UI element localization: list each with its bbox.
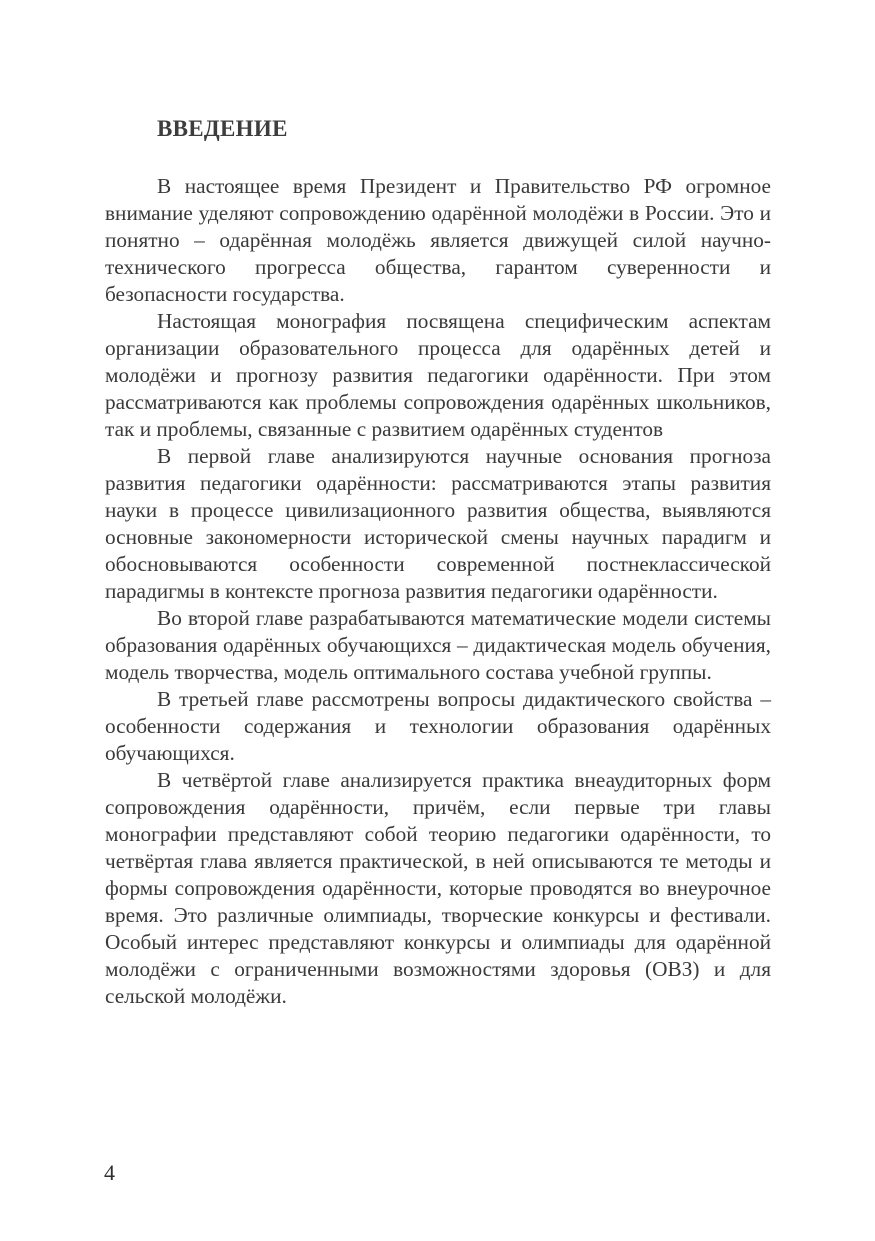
- paragraph-chapter-3: В третьей главе рассмотрены вопросы дидактического свойства – особенности содержания и технологии образования одарённых обучающихся.: [105, 687, 771, 765]
- section-heading: ВВЕДЕНИЕ: [157, 116, 288, 141]
- paragraph-intro: В настоящее время Президент и Правительство РФ огромное внимание уделяют сопровождению одарённой молодёжи в России. Это и понятно – одарённая молодёжь является движущей силой научно-технического прогресса общества, гарантом суверенности и безопасности государства.: [105, 174, 771, 306]
- page-number: 4: [104, 1160, 115, 1185]
- paragraph-monograph-scope: Настоящая монография посвящена специфическим аспектам организации образовательного процесса для одарённых детей и молодёжи и прогнозу развития педагогики одарённости. При этом рассматриваются как проблемы сопровождения одарённых школьников, так и проблемы, связанные с развитием одарённых студентов: [105, 309, 771, 441]
- body-text: [105, 173, 771, 1010]
- paragraph-chapter-1: В первой главе анализируются научные основания прогноза развития педагогики одарённости: рассматриваются этапы развития науки в процессе цивилизационного развития общества, выявляются основные закономерности исторической смены научных парадигм и обосновываются особенности современной постнеклассической парадигмы в контексте прогноза развития педагогики одарённости.: [105, 444, 771, 603]
- paragraph-chapter-4: В четвёртой главе анализируется практика внеаудиторных форм сопровождения одарённости, причём, если первые три главы монографии представляют собой теорию педагогики одарённости, то четвёртая глава является практической, в ней описываются те методы и формы сопровождения одарённости, которые проводятся во внеурочное время. Это различные олимпиады, творческие конкурсы и фестивали. Особый интерес представляют конкурсы и олимпиады для одарённой молодёжи с ограниченными возможностями здоровья (ОВЗ) и для сельской молодёжи.: [105, 768, 771, 1008]
- paragraph-chapter-2: Во второй главе разрабатываются математические модели системы образования одарённых обучающихся – дидактическая модель обучения, модель творчества, модель оптимального состава учебной группы.: [105, 606, 771, 684]
